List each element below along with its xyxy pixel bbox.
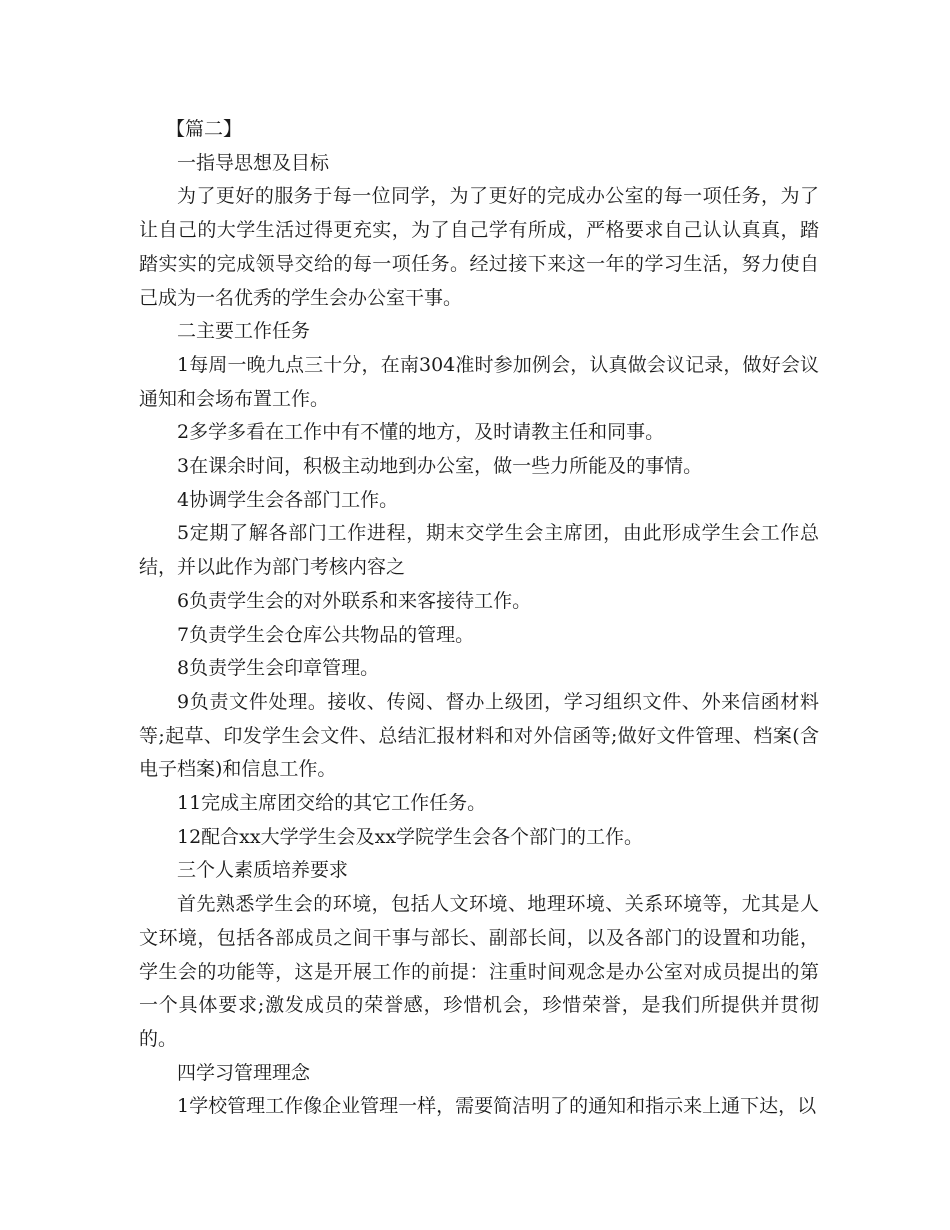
task-item-7: 7负责学生会仓库公共物品的管理。 [177,623,475,646]
task-item-1: 1每周一晚九点三十分，在南304准时参加例会，认真做会议记录，做好会议通知和会场布置工作。 [139,353,819,410]
paragraph-guiding-thought: 为了更好的服务于每一位同学，为了更好的完成办公室的每一项任务，为了让自己的大学生活过得更充实，为了自己学有所成，严格要求自己认认真真，踏踏实实的完成领导交给的每一项任务。经过接下来这一年的学习生活，努力使自己成为一名优秀的学生会办公室干事。 [139,185,819,309]
task-item-11: 11完成主席团交给的其它工作任务。 [177,792,487,815]
document-page [139,113,819,1124]
task-item-2: 2多学多看在工作中有不懂的地方，及时请教主任和同事。 [177,421,665,444]
task-item-4: 4协调学生会各部门工作。 [177,488,399,511]
section-title: 【篇二】 [166,118,243,140]
task-item-12: 12配合xx大学学生会及xx学院学生会各个部门的工作。 [177,825,644,848]
heading-personal-quality: 三个人素质培养要求 [177,859,349,882]
task-item-6: 6负责学生会的对外联系和来客接待工作。 [177,589,532,612]
heading-guiding-thought: 一指导思想及目标 [177,151,330,174]
task-item-8: 8负责学生会印章管理。 [177,657,380,680]
task-item-3: 3在课余时间，积极主动地到办公室，做一些力所能及的事情。 [177,455,703,478]
task-item-9: 9负责文件处理。接收、传阅、督办上级团，学习组织文件、外来信函材料等;起草、印发学生会文件、总结汇报材料和对外信函等;做好文件管理、档案(含电子档案)和信息工作。 [139,690,819,781]
paragraph-management-concept: 1学校管理工作像企业管理一样，需要简洁明了的通知和指示来上通下达，以 [177,1095,817,1118]
task-item-5: 5定期了解各部门工作进程，期末交学生会主席团，由此形成学生会工作总结，并以此作为部门考核内容之 [139,522,819,579]
paragraph-personal-quality: 首先熟悉学生会的环境，包括人文环境、地理环境、关系环境等，尤其是人文环境，包括各部成员之间干事与部长、副部长间，以及各部门的设置和功能，学生会的功能等，这是开展工作的前提：注重时间观念是办公室对成员提出的第一个具体要求;激发成员的荣誉感，珍惜机会，珍惜荣誉，是我们所提供并贯彻的。 [139,893,819,1050]
heading-management-concept: 四学习管理理念 [177,1061,311,1084]
heading-main-tasks: 二主要工作任务 [177,320,311,343]
